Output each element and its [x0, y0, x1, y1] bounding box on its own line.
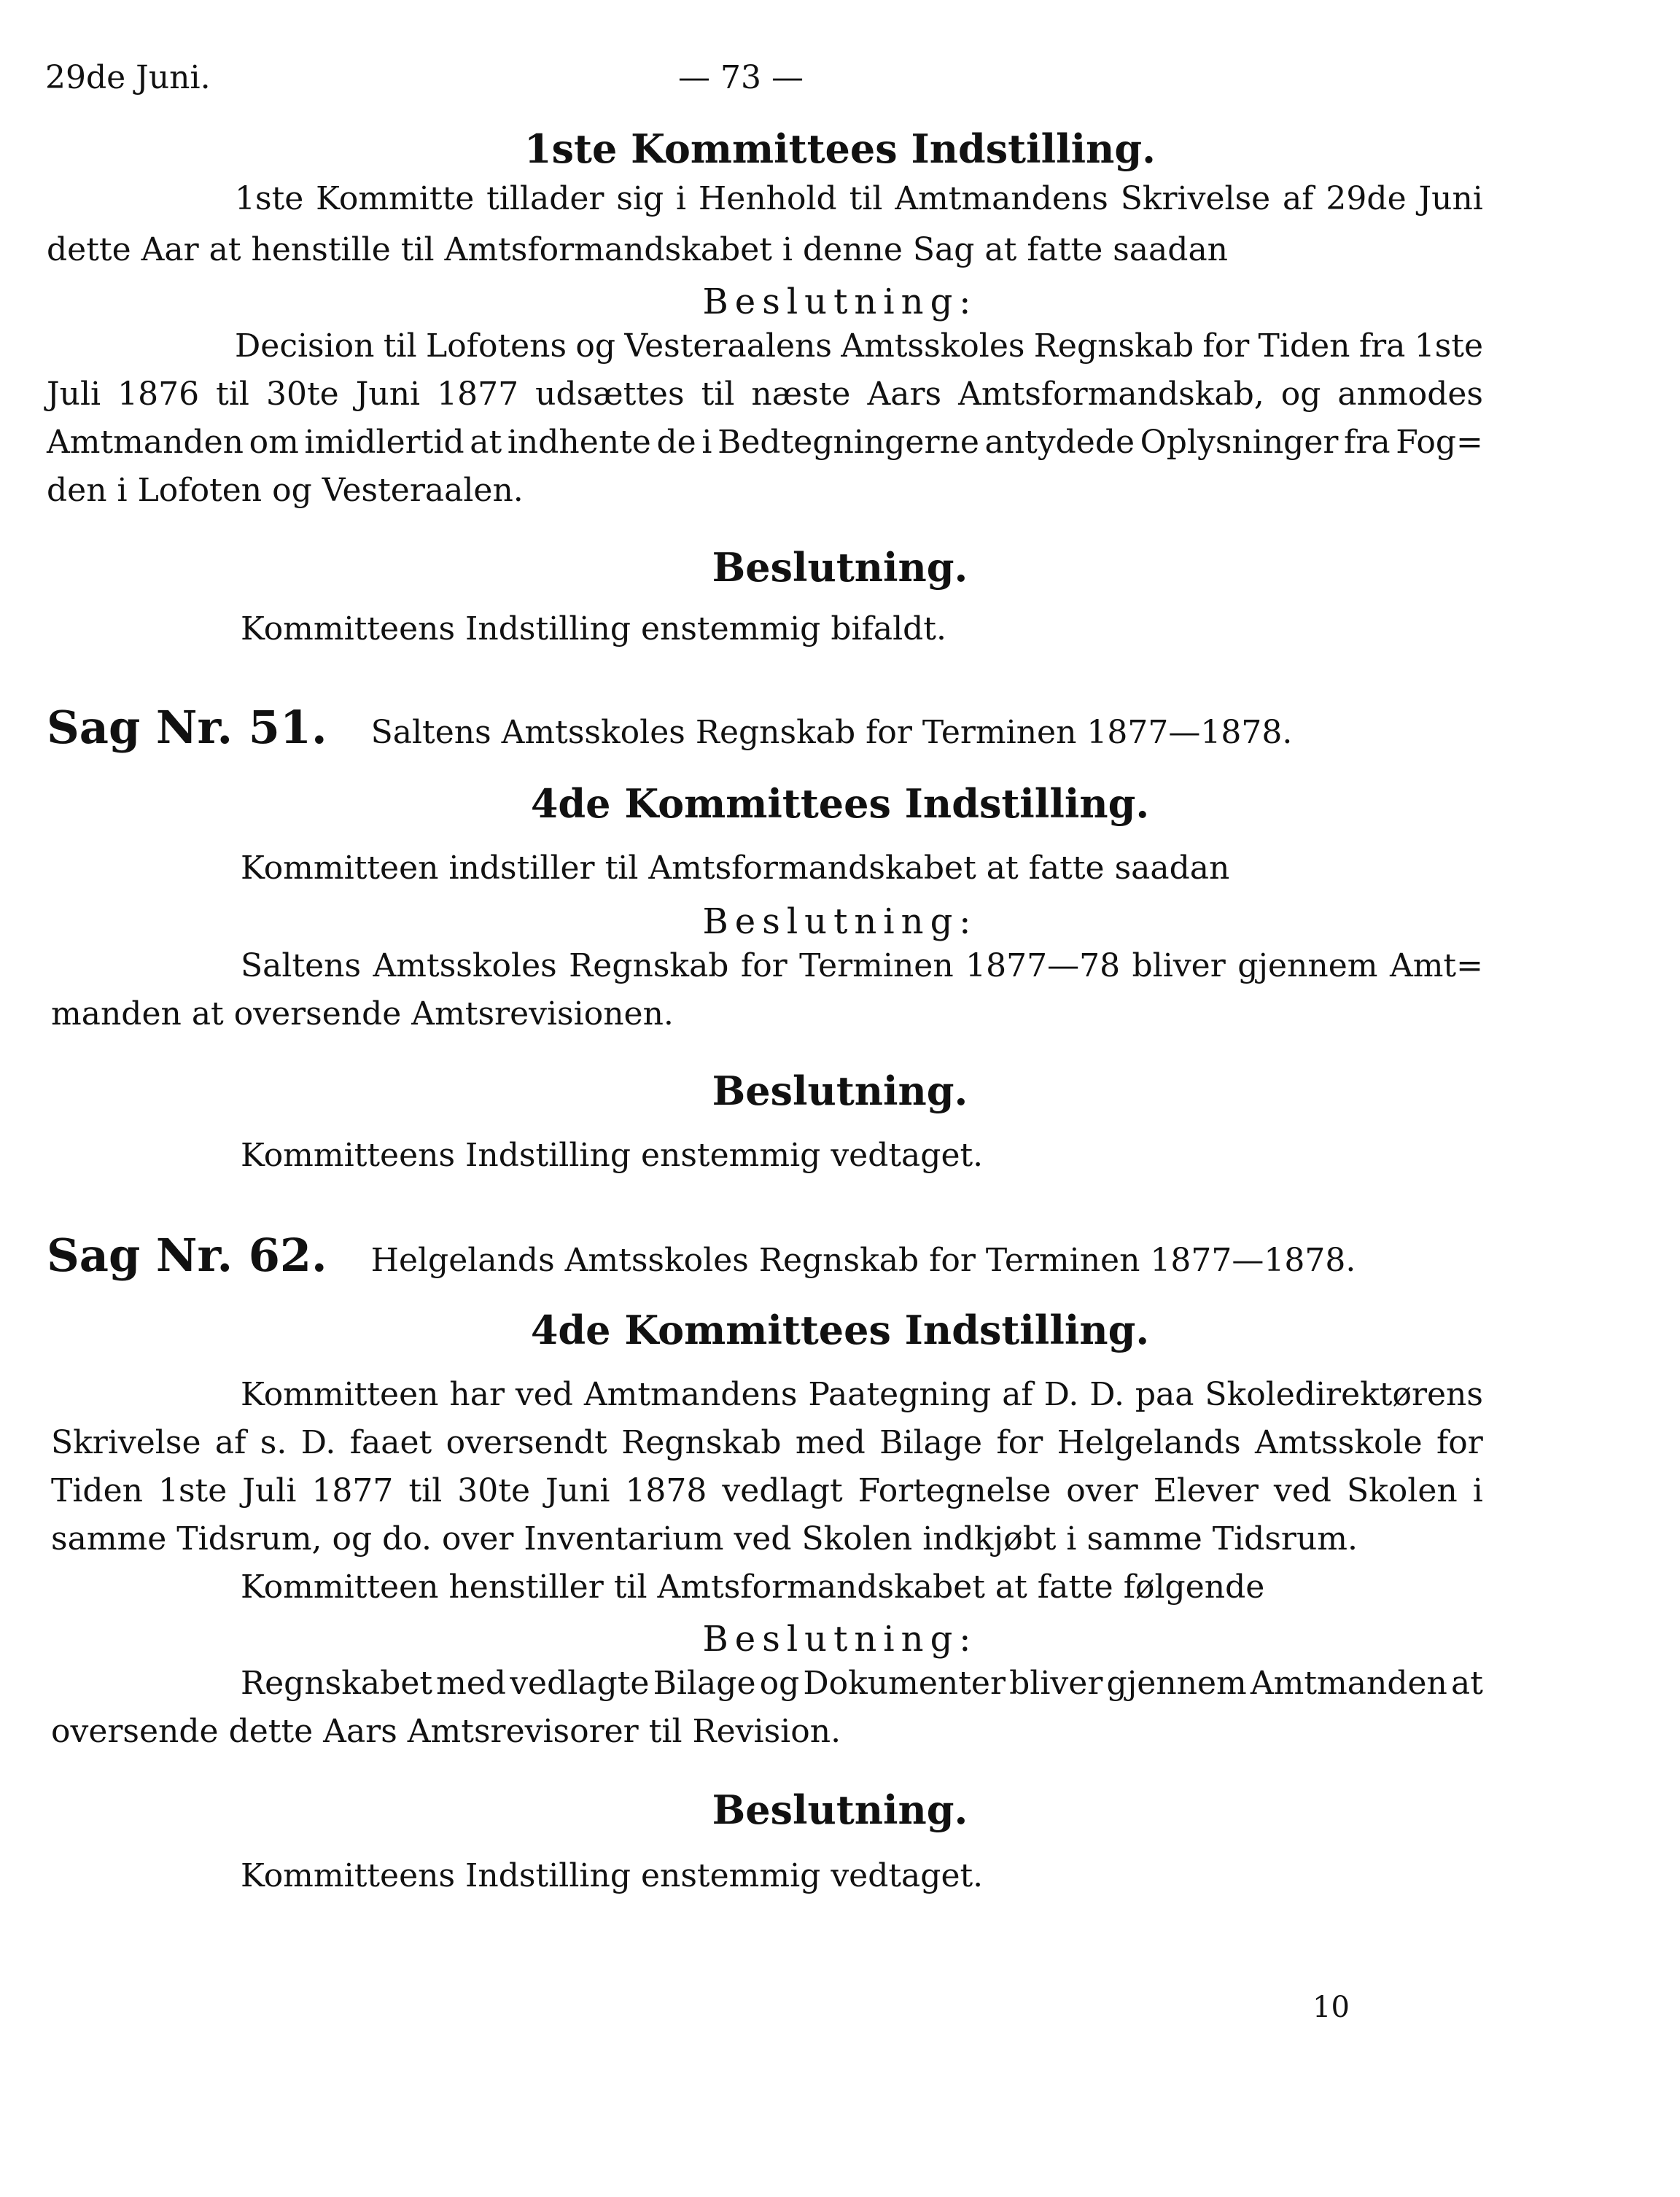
section1-intro-line-2: dette Aar at henstille til Amtsformandskabet i denne Sag at fatte saadan [47, 231, 1229, 268]
case-51-decision-text: Kommitteens Indstilling enstemmig vedtaget. [241, 1137, 984, 1174]
case-62-row [47, 1229, 1356, 1281]
case-51-label: Sag Nr. 51. [47, 701, 327, 754]
signature-mark: 10 [1312, 1991, 1350, 2024]
section1-beslutning-label: Beslutning: [702, 281, 978, 322]
case-62-paragraph-line-2: Skrivelse af s. D. faaet oversendt Regnskab med Bilage for Helgelands Amtsskole for [51, 1424, 1483, 1461]
case-51-beslutning-label: Beslutning: [702, 901, 978, 942]
case-51-decision-heading: Beslutning. [712, 1068, 968, 1114]
case-62-resolution-line-1: Regnskabet med vedlagte Bilage og Dokumenter bliver gjennem Amtmanden at [241, 1665, 1483, 1702]
case-62-paragraph-line-1: Kommitteen har ved Amtmandens Paategning af D. D. paa Skoledirektørens [241, 1376, 1483, 1413]
case-51-committee-heading: 4de Kommittees Indstilling. [530, 780, 1150, 827]
section1-decision-heading: Beslutning. [712, 544, 968, 591]
case-51-row [47, 701, 1292, 753]
case-62-intro: Kommitteen henstiller til Amtsformandskabet at fatte følgende [241, 1568, 1265, 1606]
case-62-label: Sag Nr. 62. [47, 1229, 327, 1282]
case-62-title: Helgelands Amtsskoles Regnskab for Terminen 1877—1878. [370, 1242, 1356, 1279]
case-51-intro: Kommitteen indstiller til Amtsformandskabet at fatte saadan [241, 849, 1230, 887]
case-62-decision-heading: Beslutning. [712, 1786, 968, 1833]
case-62-committee-heading: 4de Kommittees Indstilling. [530, 1307, 1150, 1353]
page-number: — 73 — [678, 59, 804, 96]
case-51-resolution-line-2: manden at oversende Amtsrevisionen. [51, 995, 674, 1033]
section1-resolution-line-3: Amtmanden om imidlertid at indhente de i Bedtegningerne antydede Oplysninger fra Fog= [47, 424, 1483, 461]
section1-resolution-line-4: den i Lofoten og Vesteraalen. [47, 472, 524, 509]
case-51-title: Saltens Amtsskoles Regnskab for Terminen 1877—1878. [370, 714, 1293, 751]
section1-resolution-line-2: Juli 1876 til 30te Juni 1877 udsættes til næste Aars Amtsformandskab, og anmodes [47, 376, 1483, 413]
case-51-resolution-line-1: Saltens Amtsskoles Regnskab for Terminen 1877—78 bliver gjennem Amt= [241, 947, 1483, 984]
section1-resolution-line-1: Decision til Lofotens og Vesteraalens Amtsskoles Regnskab for Tiden fra 1ste [235, 327, 1483, 365]
case-62-resolution-line-2: oversende dette Aars Amtsrevisorer til Revision. [51, 1713, 841, 1750]
section1-intro-line-1: 1ste Kommitte tillader sig i Henhold til Amtmandens Skrivelse af 29de Juni [235, 180, 1483, 217]
header-date: 29de Juni. [45, 59, 211, 96]
section1-decision-text: Kommitteens Indstilling enstemmig bifaldt. [241, 610, 946, 648]
section1-heading: 1ste Kommittees Indstilling. [524, 125, 1156, 172]
case-62-paragraph-line-3: Tiden 1ste Juli 1877 til 30te Juni 1878 vedlagt Fortegnelse over Elever ved Skolen i [51, 1472, 1483, 1509]
case-62-paragraph-line-4: samme Tidsrum, og do. over Inventarium ved Skolen indkjøbt i samme Tidsrum. [51, 1520, 1358, 1558]
case-62-beslutning-label: Beslutning: [702, 1619, 978, 1660]
case-62-decision-text: Kommitteens Indstilling enstemmig vedtaget. [241, 1857, 984, 1894]
